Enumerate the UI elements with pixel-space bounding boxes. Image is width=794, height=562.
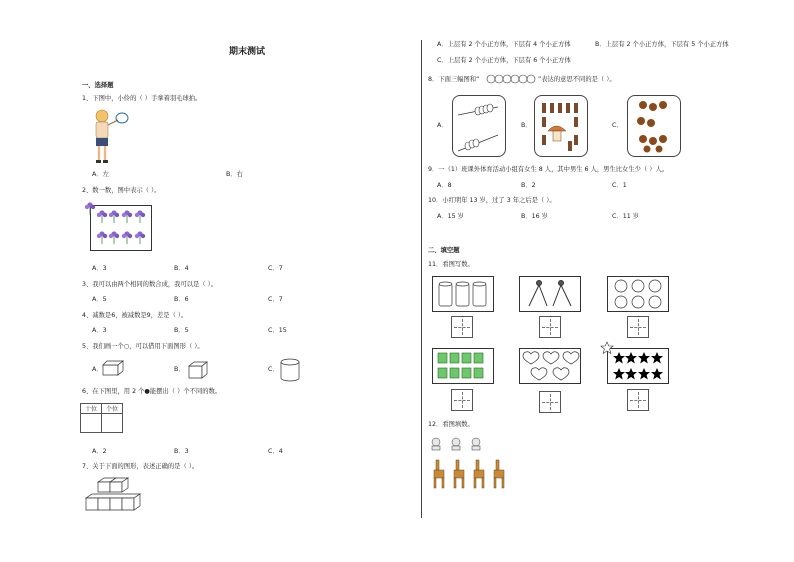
q9-option-a[interactable]: A．8 <box>437 182 452 189</box>
flowers-image <box>90 205 152 251</box>
section-fill-heading: 二、填空题 <box>428 247 460 254</box>
q1-option-a[interactable]: A．左 <box>92 171 109 178</box>
q8-option-c[interactable]: C． <box>612 122 623 129</box>
ones-cell <box>102 414 123 433</box>
tens-header: 十位 <box>81 404 102 414</box>
q6-option-b[interactable]: B．3 <box>174 448 189 455</box>
q7-option-b[interactable]: B．上层有 2 个小正方体，下层有 5 个小正方体 <box>595 41 729 48</box>
question-7: 7、关于下面的图形，表述正确的是（ ）。 <box>82 463 199 470</box>
question-5: 5、我们画一个○，可以借用下面图形（ ）。 <box>82 343 204 350</box>
question-12: 12．看图填数。 <box>428 421 474 428</box>
question-8-start: 8．下面三幅图和“ <box>428 76 480 83</box>
rect-prism-icon <box>102 360 124 376</box>
q8-option-b[interactable]: B． <box>521 122 532 129</box>
smiley-faces-image <box>607 276 669 312</box>
q9-option-b[interactable]: B．2 <box>521 182 536 189</box>
question-1: 1、下图中，小伶的（ ）手拿着羽毛球拍。 <box>82 95 202 102</box>
q5-option-b[interactable]: B． <box>174 366 185 373</box>
question-3: 3、我可以由两个相同的数合成，我可以是（ ）。 <box>82 281 218 288</box>
question-9: 9．一（1）班课外体育活动小组有女生 8 人，其中男生 6 人，男生比女生少（ ）人。 <box>428 166 669 173</box>
question-8-end: ”表达的意思不同的是（ ）。 <box>538 76 616 83</box>
place-value-table <box>80 403 123 433</box>
hearts-image <box>519 348 581 384</box>
answer-grid-5[interactable] <box>539 391 561 413</box>
q4-option-b[interactable]: B．5 <box>174 327 189 334</box>
cube-stack-image <box>82 478 146 514</box>
question-11: 11．看图写数。 <box>428 261 474 268</box>
q4-option-c[interactable]: C．15 <box>268 327 287 334</box>
cans-image <box>432 276 494 312</box>
q10-option-a[interactable]: A．15 岁 <box>437 213 464 220</box>
answer-grid-2[interactable] <box>539 316 561 338</box>
q1-option-b[interactable]: B．右 <box>226 171 243 178</box>
compass-image <box>519 276 581 312</box>
ones-header: 个位 <box>102 404 123 414</box>
q10-option-c[interactable]: C．11 岁 <box>612 213 640 220</box>
q10-option-b[interactable]: B．16 岁 <box>521 213 548 220</box>
green-cubes-image <box>432 348 494 384</box>
girl-badminton-image <box>88 108 130 166</box>
column-divider <box>421 40 422 518</box>
question-6: 6、在下图里，用 2 个●能摆出（ ）个不同的数。 <box>82 388 222 395</box>
animals-image <box>428 434 514 492</box>
answer-grid-6[interactable] <box>627 389 649 411</box>
question-10: 10．小红明年 13 岁，过了 3 年之后是（ ）。 <box>428 197 556 204</box>
q5-option-a[interactable]: A． <box>92 366 103 373</box>
q2-option-b[interactable]: B．4 <box>174 265 189 272</box>
question-2: 2、数一数，图中表示（ ）。 <box>82 187 161 194</box>
answer-grid-4[interactable] <box>451 389 473 411</box>
question-4: 4、减数是6，被减数是9，差是（ ）。 <box>82 312 188 319</box>
monkeys-image <box>627 95 681 157</box>
q6-option-a[interactable]: A．2 <box>92 448 107 455</box>
beads-icon <box>486 74 536 84</box>
q7-option-a[interactable]: A．上层有 2 个小正方体，下层有 4 个小正方体 <box>437 41 571 48</box>
cube-icon <box>188 361 208 379</box>
cylinder-icon <box>280 358 300 382</box>
q2-option-c[interactable]: C．7 <box>268 265 283 272</box>
stars-image <box>607 348 669 384</box>
rabbits-mushroom-image <box>534 95 588 157</box>
q3-option-b[interactable]: B．6 <box>174 296 189 303</box>
answer-grid-1[interactable] <box>451 316 473 338</box>
abacus-image <box>452 95 506 157</box>
q6-option-c[interactable]: C．4 <box>268 448 283 455</box>
answer-grid-3[interactable] <box>627 316 649 338</box>
q4-option-a[interactable]: A．3 <box>92 327 107 334</box>
q8-option-a[interactable]: A． <box>437 122 448 129</box>
tens-cell <box>81 414 102 433</box>
section-choice-heading: 一、选择题 <box>82 82 114 89</box>
q7-option-c[interactable]: C．上层有 2 个小正方体，下层有 6 个小正方体 <box>437 57 571 64</box>
page-title: 期末测试 <box>229 47 266 57</box>
q3-option-c[interactable]: C．7 <box>268 296 283 303</box>
q3-option-a[interactable]: A．5 <box>92 296 107 303</box>
q5-option-c[interactable]: C． <box>268 366 279 373</box>
q2-option-a[interactable]: A．3 <box>92 265 107 272</box>
q9-option-c[interactable]: C．1 <box>612 182 627 189</box>
